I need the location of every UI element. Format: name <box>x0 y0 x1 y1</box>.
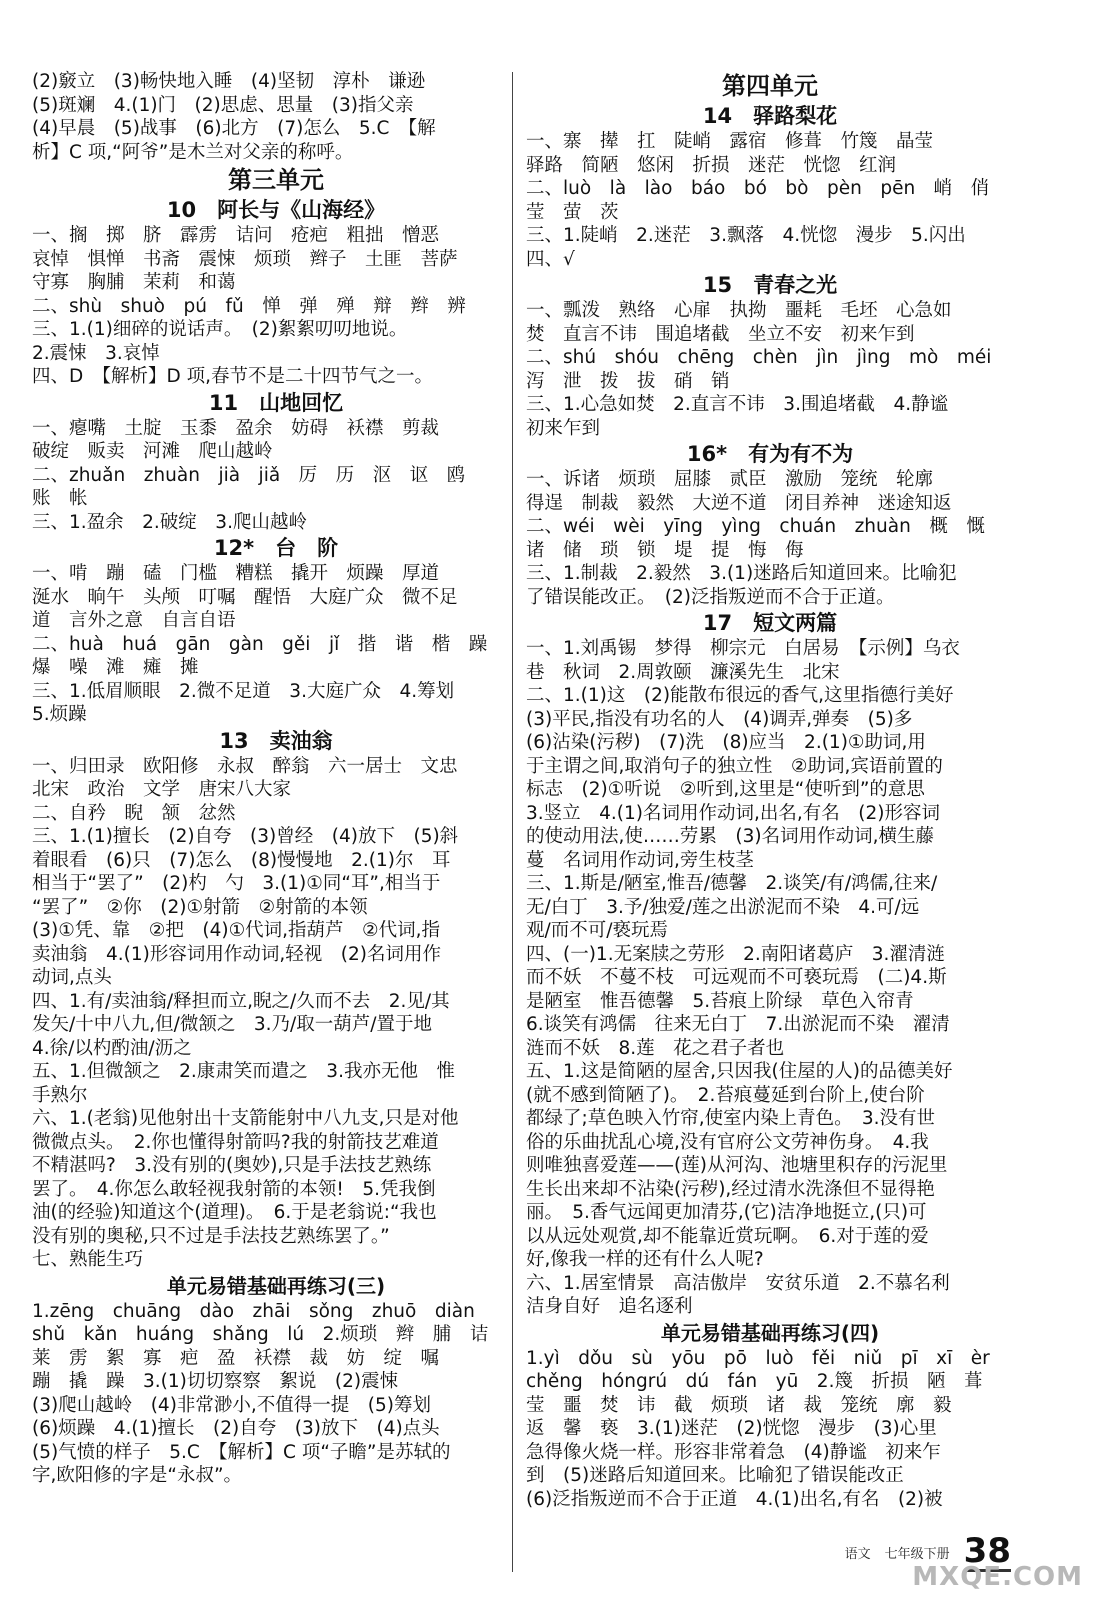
answer-line: 二、1.(1)这 (2)能散布很远的香气,这里指德行美好 <box>526 685 954 706</box>
answer-line: 破绽 贩卖 河滩 爬山越岭 <box>32 441 273 462</box>
answer-line: 账 帐 <box>32 488 88 509</box>
answer-line: 一、搁 掷 脐 霹雳 诘问 疮疤 粗拙 憎恶 <box>32 225 440 246</box>
answer-line: 一、瓢泼 熟络 心扉 执拗 噩耗 毛坯 心急如 <box>526 300 952 321</box>
answer-line: 的使动用法,使……劳累 (3)名词用作动词,横生藤 <box>526 826 934 847</box>
section-heading: 单元易错基础再练习(三) <box>166 1273 386 1298</box>
right-column <box>526 70 1014 1511</box>
answer-line: (6)泛指叛逆而不合于正道 4.(1)出名,有名 (2)被 <box>526 1488 943 1510</box>
answer-line: 手熟尔 <box>32 1084 88 1106</box>
answer-line: (3)平民,指没有功名的人 (4)调弄,弹奏 (5)多 <box>526 708 913 730</box>
answer-line: 三、1.盈余 2.破绽 3.爬山越岭 <box>32 511 307 533</box>
answer-line: (5)斑斓 4.(1)门 (2)思虑、思量 (3)指父亲 <box>32 94 414 116</box>
answer-line: 动词,点头 <box>32 967 112 988</box>
answer-line: (4)早晨 (5)战事 (6)北方 (7)怎么 5.C 【解 <box>32 118 436 139</box>
answer-line: shǔ kǎn huáng shǎng lú 2.烦琐 辫 脯 诘 <box>32 1324 489 1345</box>
footer-subject: 语文 <box>844 1547 871 1562</box>
answer-line: 生长出来却不沾染(污秽),经过清水洗涤但不显得艳 <box>526 1178 935 1200</box>
answer-line: 无/白丁 3.予/独爱/莲之出淤泥而不染 4.可/远 <box>526 896 920 918</box>
answer-line: 五、1.但微颔之 2.康肃笑而遣之 3.我亦无他 惟 <box>32 1061 455 1082</box>
answer-line: (2)竅立 (3)畅快地入睡 (4)坚韧 淳朴 谦逊 <box>32 71 426 92</box>
lesson-title: 13 卖油翁 <box>219 728 333 753</box>
answer-line: 微微点头。 2.你也懂得射箭吗?我的射箭技艺难道 <box>32 1131 439 1153</box>
answer-line: 不精湛吗? 3.没有别的(奥妙),只是手法技艺熟练 <box>32 1155 432 1176</box>
answer-line: 二、luò là lào báo bó bò pèn pēn 峭 俏 <box>526 178 990 199</box>
answer-line: 一、诉诸 烦琐 屈膝 贰臣 激励 笼统 轮廓 <box>526 469 934 490</box>
answer-line: 着眼看 (6)只 (7)怎么 (8)慢慢地 2.(1)尔 耳 <box>32 849 451 871</box>
answer-line: 蹦 撬 躁 3.(1)切切察察 絮说 (2)震悚 <box>32 1371 399 1392</box>
answer-line: 没有别的奥秘,只不过是手法技艺熟练罢了。” <box>32 1225 390 1247</box>
answer-line: 四、(一)1.无案牍之劳形 2.南阳诸葛庐 3.濯清涟 <box>526 943 945 965</box>
answer-line: 都绿了;草色映入竹帘,使室内染上青色。 3.没有世 <box>526 1108 936 1129</box>
left-column <box>32 70 520 1488</box>
answer-line: 四、D 【解析】D 项,春节不是二十四节气之一。 <box>32 366 434 387</box>
unit-heading: 第三单元 <box>228 166 324 194</box>
answer-line: (5)气愤的样子 5.C 【解析】C 项“子瞻”是苏轼的 <box>32 1441 451 1463</box>
answer-line: 二、自矜 睨 颔 忿然 <box>32 802 236 824</box>
answer-line: 则唯独喜爱莲——(莲)从河沟、池塘里积存的污泥里 <box>526 1155 948 1176</box>
answer-line: 了错误能改正。 (2)泛指叛逆而不合于正道。 <box>526 586 895 608</box>
answer-line: 俗的乐曲扰乱心境,没有官府公文劳神伤身。 4.我 <box>526 1131 929 1153</box>
answer-line: 三、1.(1)细碎的说话声。 (2)絮絮叨叨地说。 <box>32 319 408 340</box>
answer-line: 于主谓之间,取消句子的独立性 ②助词,宾语前置的 <box>526 755 943 777</box>
lesson-title: 15 青春之光 <box>702 273 838 297</box>
section-heading: 单元易错基础再练习(四) <box>660 1320 880 1345</box>
answer-line: 六、1.居室情景 高洁傲岸 安贫乐道 2.不慕名利 <box>526 1272 950 1294</box>
answer-line: 三、1.陡峭 2.迷茫 3.飘落 4.恍惚 漫步 5.闪出 <box>526 225 966 246</box>
answer-line: 二、wéi wèi yīng yìng chuán zhuàn 概 慨 <box>526 516 985 537</box>
answer-line: 二、huà huá gān gàn gěi jǐ 揩 谐 楷 躁 <box>32 633 488 655</box>
unit-heading: 第四单元 <box>722 72 818 100</box>
answer-line: 一、1.刘禹锡 梦得 柳宗元 白居易 【示例】乌衣 <box>526 638 960 659</box>
answer-line: 卖油翁 4.(1)形容词用作动词,轻视 (2)名词用作 <box>32 943 441 965</box>
answer-line: 一、啃 蹦 磕 门槛 糟糕 撬开 烦躁 厚道 <box>32 563 440 584</box>
answer-line: 油(的经验)知道这个(道理)。 6.于是老翁说:“我也 <box>32 1202 437 1223</box>
answer-line: 析】C 项,“阿爷”是木兰对父亲的称呼。 <box>32 141 354 163</box>
answer-line: 七、熟能生巧 <box>32 1249 144 1270</box>
answer-line: 莱 雳 絮 寡 疤 盈 袄襟 裁 妨 绽 嘱 <box>32 1347 440 1369</box>
answer-line: 二、shù shuò pú fǔ 惮 弹 殚 辩 辫 辨 <box>32 295 466 317</box>
answer-line: 得逞 制裁 毅然 大逆不道 闭目养神 迷途知返 <box>526 492 952 514</box>
answer-line: 莹 萤 茨 <box>526 201 619 223</box>
lesson-title: 17 短文两篇 <box>702 611 838 635</box>
answer-line: 蔓 名词用作动词,旁生枝茎 <box>526 849 754 871</box>
answer-line: 哀悼 惧惮 书斋 震悚 烦琐 辫子 土匪 菩萨 <box>32 248 458 270</box>
answer-line: 发矢/十中八九,但/微颔之 3.乃/取一葫芦/置于地 <box>32 1014 432 1035</box>
answer-line: 诸 储 琐 锁 堤 提 悔 侮 <box>526 539 804 561</box>
lesson-title: 11 山地回忆 <box>208 390 344 415</box>
answer-line: 二、zhuǎn zhuàn jià jiǎ 厉 历 沤 讴 鸥 <box>32 464 466 486</box>
answer-line: 2.震悚 3.哀悼 <box>32 342 160 364</box>
answer-line: 六、1.(老翁)见他射出十支箭能射中八九支,只是对他 <box>32 1108 459 1129</box>
answer-line: (就不感到简陋了)。 2.苔痕蔓延到台阶上,使台阶 <box>526 1084 925 1106</box>
answer-line: (6)烦躁 4.(1)擅长 (2)自夸 (3)放下 (4)点头 <box>32 1418 440 1439</box>
answer-line: 四、√ <box>526 248 575 270</box>
answer-line: 五、1.这是简陋的屋舍,只因我(住屋的人)的品德美好 <box>526 1061 953 1082</box>
answer-line: 6.谈笑有鸿儒 往来无白丁 7.出淤泥而不染 濯清 <box>526 1014 950 1035</box>
answer-line: (3)①凭、靠 ②把 (4)①代词,指葫芦 ②代词,指 <box>32 920 441 941</box>
answer-line: 初来乍到 <box>526 417 601 439</box>
answer-line: (6)沾染(污秽) (7)洗 (8)应当 2.(1)①助词,用 <box>526 732 926 753</box>
answer-line: 三、1.低眉顺眼 2.微不足道 3.大庭广众 4.筹划 <box>32 680 455 702</box>
lesson-title: 14 驿路梨花 <box>702 104 838 128</box>
answer-line: 3.竖立 4.(1)名词用作动词,出名,有名 (2)形容词 <box>526 802 940 824</box>
answer-line: 以从远处观赏,却不能靠近赏玩啊。 6.对于莲的爱 <box>526 1225 929 1247</box>
answer-line: 驿路 简陋 悠闲 折损 迷茫 恍惚 红润 <box>526 154 897 176</box>
column-divider <box>512 72 513 1572</box>
answer-line: 莹 噩 焚 讳 截 烦琐 诸 裁 笼统 廓 毅 <box>526 1394 952 1416</box>
site-watermark: MXQE.COM <box>912 1562 1083 1592</box>
answer-line: 到 (5)迷路后知道回来。比喻犯了错误能改正 <box>526 1465 904 1486</box>
lesson-title: 10 阿长与《山海经》 <box>166 198 386 222</box>
answer-line: 三、1.斯是/陋室,惟吾/德馨 2.谈笑/有/鸿儒,往来/ <box>526 873 938 894</box>
answer-line: 三、1.心急如焚 2.直言不讳 3.围追堵截 4.静谧 <box>526 394 949 415</box>
answer-line: 三、1.制裁 2.毅然 3.(1)迷路后知道回来。比喻犯 <box>526 563 957 584</box>
answer-line: 1.zēng chuāng dào zhāi sǒng zhuō diàn <box>32 1300 475 1322</box>
answer-line: 洁身自好 追名逐利 <box>526 1296 693 1317</box>
answer-line: chěng hóngrú dú fán yū 2.篾 折损 陋 葺 <box>526 1371 983 1392</box>
answer-line: 一、寨 撵 扛 陡峭 露宿 修葺 竹篾 晶莹 <box>526 131 934 152</box>
answer-line: 一、归田录 欧阳修 永叔 醉翁 六一居士 文忠 <box>32 755 458 777</box>
answer-line: 5.烦躁 <box>32 704 87 725</box>
answer-line: 4.徐/以杓酌油/沥之 <box>32 1037 192 1059</box>
answer-line: 守寡 胸脯 茉莉 和蔼 <box>32 272 236 293</box>
answer-line: 返 馨 亵 3.(1)迷茫 (2)恍惚 漫步 (3)心里 <box>526 1418 937 1439</box>
answer-line: 丽。 5.香气远闻更加清芬,(它)洁净地挺立,(只)可 <box>526 1202 927 1223</box>
lesson-title: 12* 台 阶 <box>213 536 339 560</box>
answer-line: 一、瘪嘴 土腚 玉黍 盈余 妨碍 袄襟 剪裁 <box>32 417 440 439</box>
answer-line: 好,像我一样的还有什么人呢? <box>526 1249 764 1270</box>
answer-line: 四、1.有/卖油翁/释担而立,睨之/久而不去 2.见/其 <box>32 990 450 1012</box>
answer-line: 而不妖 不蔓不枝 可远观而不可亵玩焉 (二)4.斯 <box>526 967 947 988</box>
answer-line: 1.yì dǒu sù yōu pō luò fěi niǔ pī xī èr <box>526 1347 990 1369</box>
answer-line: 急得像火烧一样。形容非常着急 (4)静谧 初来乍 <box>526 1441 941 1463</box>
answer-line: 北宋 政治 文学 唐宋八大家 <box>32 779 292 800</box>
footer-grade: 七年级下册 <box>884 1547 950 1562</box>
answer-line: 是陋室 惟吾德馨 5.苔痕上阶绿 草色入帘青 <box>526 990 914 1012</box>
page-number: 38 <box>963 1531 1011 1571</box>
answer-line: 巷 秋词 2.周敦颐 濂溪先生 北宋 <box>526 661 840 683</box>
answer-line: 焚 直言不讳 围追堵截 坐立不安 初来乍到 <box>526 323 915 345</box>
lesson-title: 16* 有为有不为 <box>686 442 854 466</box>
answer-line: 字,欧阳修的字是“永叔”。 <box>32 1465 243 1486</box>
answer-line: 罢了。 4.你怎么敢轻视我射箭的本领! 5.凭我倒 <box>32 1178 436 1200</box>
answer-line: 观/而不可/亵玩焉 <box>526 920 668 941</box>
answer-line: 标志 (2)①听说 ②听到,这里是“使听到”的意思 <box>526 779 925 800</box>
answer-line: 三、1.(1)擅长 (2)自夸 (3)曾经 (4)放下 (5)斜 <box>32 826 459 847</box>
answer-line: 道 言外之意 自言自语 <box>32 610 236 631</box>
answer-line: 相当于“罢了” (2)杓 勺 3.(1)①同“耳”,相当于 <box>32 873 441 894</box>
answer-line: 涎水 晌午 头颅 叮嘱 醒悟 大庭广众 微不足 <box>32 586 458 608</box>
answer-line: 泻 泄 拨 拔 硝 销 <box>526 370 730 392</box>
answer-line: 爆 噪 滩 瘫 摊 <box>32 657 199 678</box>
answer-line: 涟而不妖 8.莲 花之君子者也 <box>526 1037 785 1059</box>
answer-line: 二、shú shóu chēng chèn jìn jìng mò méi <box>526 347 992 368</box>
answer-line: (3)爬山越岭 (4)非常渺小,不值得一提 (5)筹划 <box>32 1394 431 1416</box>
answer-line: “罢了” ②你 (2)①射箭 ②射箭的本领 <box>32 896 368 918</box>
